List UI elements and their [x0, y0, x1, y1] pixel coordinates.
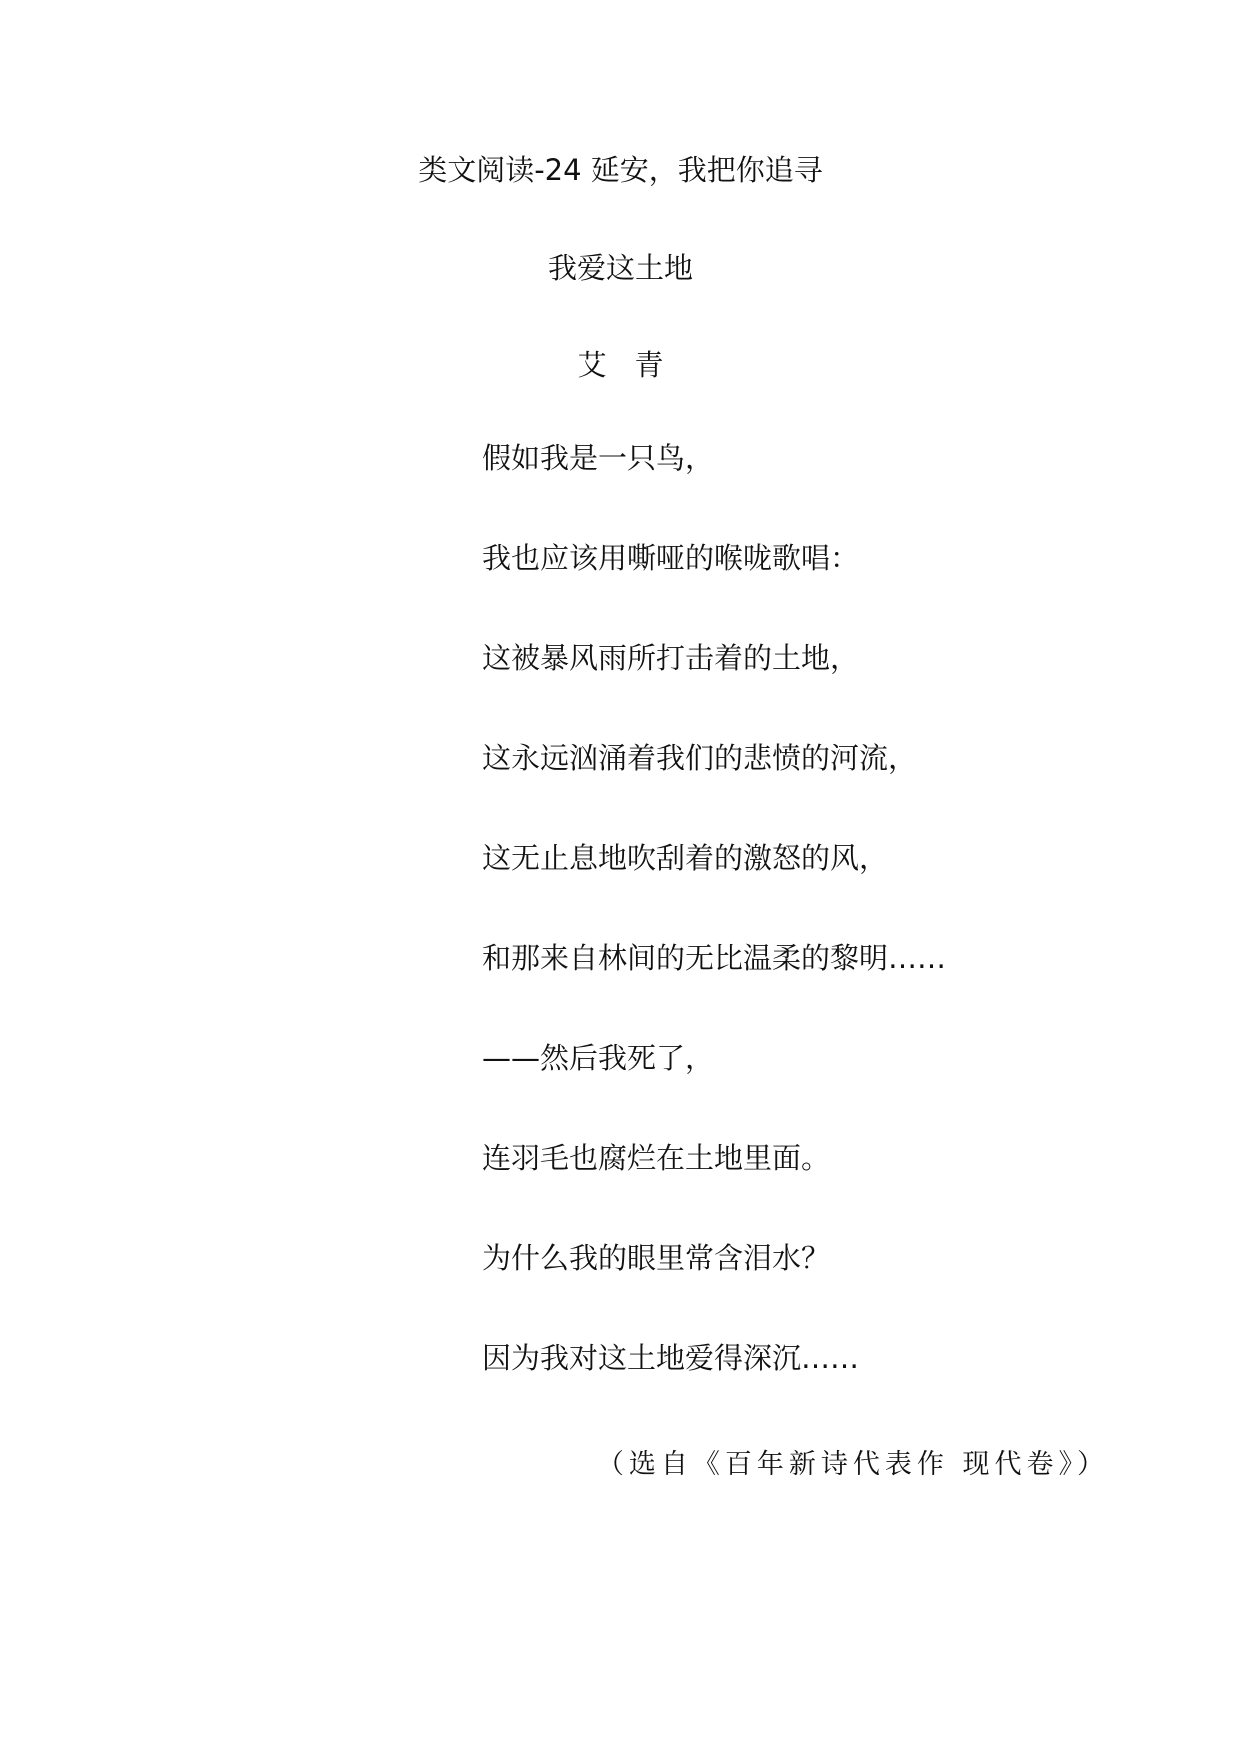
poem-body	[482, 438, 946, 1438]
poem-title: 我爱这土地	[547, 251, 693, 285]
poem-line: 这无止息地吹刮着的激怒的风，	[482, 841, 889, 875]
poem-line: 这永远汹涌着我们的悲愤的河流，	[482, 741, 918, 775]
poem-line: 连羽毛也腐烂在土地里面。	[482, 1141, 831, 1175]
poem-author: 艾青	[577, 348, 692, 382]
poem-line: ——然后我死了，	[482, 1041, 715, 1075]
poem-line: 因为我对这土地爱得深沉……	[482, 1341, 860, 1375]
poem-line: 我也应该用嘶哑的喉咙歌唱：	[482, 541, 860, 575]
section-title: 类文阅读-24 延安，我把你追寻	[418, 153, 823, 187]
poem-line: 假如我是一只鸟，	[482, 441, 715, 475]
poem-source: （选自《百年新诗代表作 现代卷》）	[596, 1449, 1109, 1480]
poem-line: 和那来自林间的无比温柔的黎明……	[482, 941, 947, 975]
poem-line: 为什么我的眼里常含泪水？	[482, 1241, 831, 1275]
poem-line: 这被暴风雨所打击着的土地，	[482, 641, 860, 675]
